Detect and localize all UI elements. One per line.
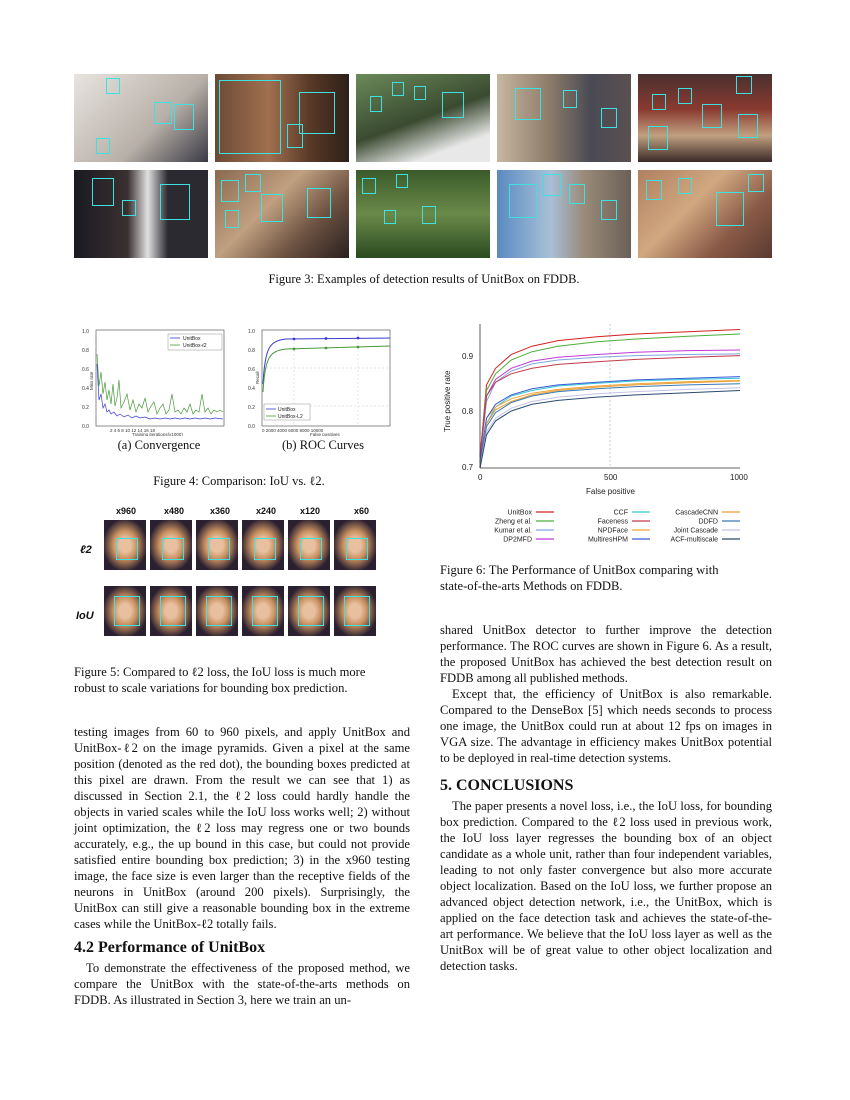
svg-text:1.0: 1.0 bbox=[82, 329, 89, 335]
figure5 bbox=[74, 506, 414, 646]
figure6-caption-line1: Figure 6: The Performance of UnitBox comparing with bbox=[440, 563, 719, 577]
detection-photo bbox=[74, 74, 208, 162]
face-box bbox=[716, 192, 744, 226]
roc-legend-l2: UnitBox-L2 bbox=[278, 414, 303, 420]
fig6-xtick: 500 bbox=[604, 473, 618, 482]
face-box bbox=[543, 174, 561, 196]
face-box bbox=[92, 178, 114, 206]
fig6-xtick: 0 bbox=[478, 473, 483, 482]
figure5-caption-line2: robust to scale variations for bounding box prediction. bbox=[74, 681, 348, 695]
face-box bbox=[678, 88, 692, 104]
figure4-caption: Figure 4: Comparison: IoU vs. ℓ2. bbox=[153, 474, 325, 488]
roc-legend-label: CCF bbox=[613, 509, 628, 517]
right-para-1: shared UnitBox detector to further improve the detection performance. The ROC curves are shown in Figure 6. As a result, the proposed UnitBox has achieved the best detection result on FDDB among all published methods. bbox=[440, 623, 772, 685]
svg-text:0.2: 0.2 bbox=[248, 405, 255, 411]
face-box bbox=[736, 76, 752, 94]
section-4-2-title: 4.2 Performance of UnitBox bbox=[74, 939, 266, 956]
face-box bbox=[362, 178, 376, 194]
figure5-caption bbox=[74, 664, 410, 696]
roc-legend-label: CascadeCNN bbox=[675, 509, 718, 517]
face-box bbox=[396, 174, 408, 188]
svg-text:2 4 6 8 10 12 14 16: 2 4 6 8 10 12 14 16 18 bbox=[110, 428, 156, 433]
face-box bbox=[646, 180, 662, 200]
left-column bbox=[74, 724, 410, 1008]
face-thumb bbox=[242, 520, 284, 570]
face-thumb bbox=[196, 586, 238, 636]
fig6-ylabel: True positive rate bbox=[443, 370, 452, 432]
scale-label: x120 bbox=[300, 506, 321, 516]
face-box bbox=[154, 102, 172, 124]
figure6-caption bbox=[440, 562, 772, 594]
face-box bbox=[96, 138, 110, 154]
roc-legend-label: MultiresHPM bbox=[587, 536, 628, 544]
face-thumb bbox=[242, 586, 284, 636]
figure5-caption-line1: Figure 5: Compared to ℓ2 loss, the IoU loss is much more bbox=[74, 665, 366, 679]
conv-legend-unitbox: UnitBox bbox=[183, 336, 201, 342]
detection-photo bbox=[638, 170, 772, 258]
roc-legend-label: UnitBox bbox=[507, 509, 532, 517]
fig6-ytick: 0.8 bbox=[462, 407, 474, 416]
face-box bbox=[738, 114, 758, 138]
fig6-ytick: 0.9 bbox=[462, 352, 474, 361]
face-box bbox=[299, 92, 335, 134]
face-box bbox=[245, 174, 261, 192]
face-box bbox=[106, 78, 120, 94]
face-box bbox=[392, 82, 404, 96]
convergence-chart bbox=[80, 324, 230, 436]
svg-text:0.8: 0.8 bbox=[248, 348, 255, 354]
svg-text:0.2: 0.2 bbox=[82, 405, 89, 411]
roc-legend-label: Kumar et al. bbox=[494, 527, 532, 535]
detection-photo bbox=[74, 170, 208, 258]
scale-label: x60 bbox=[354, 506, 370, 516]
face-box bbox=[160, 184, 190, 220]
face-box bbox=[384, 210, 396, 224]
roc-legend-unitbox: UnitBox bbox=[278, 407, 296, 413]
figure3-grid bbox=[74, 74, 774, 260]
svg-text:0.6: 0.6 bbox=[248, 367, 255, 373]
face-box bbox=[287, 124, 303, 148]
scale-label: x240 bbox=[256, 506, 277, 516]
roc-legend-label: Joint Cascade bbox=[673, 527, 718, 535]
scale-label: x480 bbox=[164, 506, 185, 516]
roc-legend-label: Faceness bbox=[597, 518, 628, 526]
face-box bbox=[748, 174, 764, 192]
fig4-sub-a: (a) Convergence bbox=[117, 438, 201, 452]
face-thumb bbox=[104, 520, 146, 570]
roc-legend-label: ACF-multiscale bbox=[670, 536, 718, 544]
face-box bbox=[261, 194, 283, 222]
right-column bbox=[440, 622, 772, 974]
face-box bbox=[515, 88, 541, 120]
face-thumb bbox=[150, 520, 192, 570]
face-thumb bbox=[334, 520, 376, 570]
detection-photo bbox=[356, 170, 490, 258]
face-thumb bbox=[150, 586, 192, 636]
face-box bbox=[563, 90, 577, 108]
svg-text:0.6: 0.6 bbox=[82, 367, 89, 373]
face-thumb bbox=[104, 586, 146, 636]
right-para-3: The paper presents a novel loss, i.e., the IoU loss, for bounding box prediction. Compared to the ℓ2 loss used in previous work, the IoU loss layer regresses the bounding box of an object candidate as a whole unit, rather than four independent variables, leading to not only faster convergence but also more accurate object localization. Based on the IoU loss, we further propose an advanced object detection network, i.e., the UnitBox, which is applied on the face detection task and achieves the state-of-the-art performance. We believe that the IoU loss layer as well as the UnitBox will be of great value to other object localization and detection tasks. bbox=[440, 799, 772, 973]
left-para-2: To demonstrate the effectiveness of the proposed method, we compare the UnitBox with the state-of-the-arts methods on FDDB. As illustrated in Section 3, here we train an un- bbox=[74, 961, 410, 1007]
face-box bbox=[221, 180, 239, 202]
fig4-sub-b: (b) ROC Curves bbox=[282, 438, 364, 452]
row-label-iou: IoU bbox=[76, 610, 94, 622]
face-box bbox=[702, 104, 722, 128]
face-thumb bbox=[288, 520, 330, 570]
figure3-caption: Figure 3: Examples of detection results of UnitBox on FDDB. bbox=[268, 272, 580, 286]
face-box bbox=[422, 206, 436, 224]
detection-photo bbox=[356, 74, 490, 162]
conv-legend-l2: UnitBox-ℓ2 bbox=[183, 343, 207, 349]
face-box bbox=[648, 126, 668, 150]
face-thumb bbox=[288, 586, 330, 636]
face-box bbox=[601, 200, 617, 220]
face-box bbox=[652, 94, 666, 110]
roc-ylabel: Recall bbox=[255, 371, 260, 384]
face-box bbox=[219, 80, 281, 154]
roc-legend-label: DP2MFD bbox=[503, 536, 532, 544]
scale-label: x960 bbox=[116, 506, 137, 516]
face-box bbox=[601, 108, 617, 128]
roc-xlabel: False positives bbox=[310, 432, 340, 436]
conv-xlabel: Training iterations(x1000) bbox=[132, 432, 183, 436]
fig6-ytick: 0.7 bbox=[462, 463, 474, 472]
face-box bbox=[307, 188, 331, 218]
fig6-xlabel: False positive bbox=[586, 487, 635, 496]
figure6-caption-line2: state-of-the-arts Methods on FDDB. bbox=[440, 579, 623, 593]
svg-text:0.0: 0.0 bbox=[82, 424, 89, 430]
face-box bbox=[174, 104, 194, 130]
roc-legend-label: DDFD bbox=[698, 518, 718, 526]
conv-ylabel: Miss rate bbox=[89, 371, 94, 390]
face-box bbox=[569, 184, 585, 204]
face-thumb bbox=[334, 586, 376, 636]
section-5-title: 5. CONCLUSIONS bbox=[440, 777, 574, 794]
svg-text:0.8: 0.8 bbox=[82, 348, 89, 354]
roc-chart-small bbox=[246, 324, 396, 436]
svg-text:0.0: 0.0 bbox=[248, 424, 255, 430]
roc-legend-label: Zheng et al. bbox=[495, 518, 532, 526]
face-box bbox=[225, 210, 239, 228]
figure6-roc-chart bbox=[436, 316, 776, 552]
face-box bbox=[442, 92, 464, 118]
roc-legend-label: NPDFace bbox=[597, 527, 628, 535]
scale-label: x360 bbox=[210, 506, 231, 516]
face-box bbox=[678, 178, 692, 194]
detection-photo bbox=[497, 170, 631, 258]
face-box bbox=[414, 86, 426, 100]
detection-photo bbox=[497, 74, 631, 162]
face-thumb bbox=[196, 520, 238, 570]
row-label-l2: ℓ2 bbox=[80, 544, 92, 556]
svg-text:1.0: 1.0 bbox=[248, 329, 255, 335]
detection-photo bbox=[215, 74, 349, 162]
left-para-1: testing images from 60 to 960 pixels, and apply UnitBox and UnitBox-ℓ2 on the image pyramids. Given a pixel at the same position (denoted as the red dot), the bounding boxes predicted at this pixel are drawn. From the result we can see that 1) as discussed in Section 2.1, the ℓ2 loss could hardly handle the objects in varied scales while the IoU loss works well; 2) without joint optimization, the ℓ2 loss may regress one or two bounds accurately, e.g., the up bound in this case, but could not provide satisfied entire bounding box prediction; 3) in the x960 testing image, the face size is even larger than the receptive fields of the neurons in UnitBox (around 200 pixels). Surprisingly, the UnitBox can still give a reasonable bounding box in the extreme cases while the UnitBox-ℓ2 totally fails. bbox=[74, 725, 410, 931]
fig6-xtick: 1000 bbox=[730, 473, 748, 482]
face-box bbox=[370, 96, 382, 112]
right-para-2: Except that, the efficiency of UnitBox is also remarkable. Compared to the DenseBox [5] which needs seconds to process one image, the UnitBox could run at about 12 fps on images in VGA size. The advantage in efficiency makes UnitBox potential to be deployed in real-time detection systems. bbox=[440, 687, 772, 765]
detection-photo bbox=[215, 170, 349, 258]
face-box bbox=[509, 184, 537, 218]
detection-photo bbox=[638, 74, 772, 162]
face-box bbox=[122, 200, 136, 216]
svg-text:0.4: 0.4 bbox=[248, 386, 255, 392]
svg-text:0.4: 0.4 bbox=[82, 386, 89, 392]
svg-text:0 2000 4000 6000: 0 2000 4000 6000 8000 10000 bbox=[262, 428, 324, 433]
